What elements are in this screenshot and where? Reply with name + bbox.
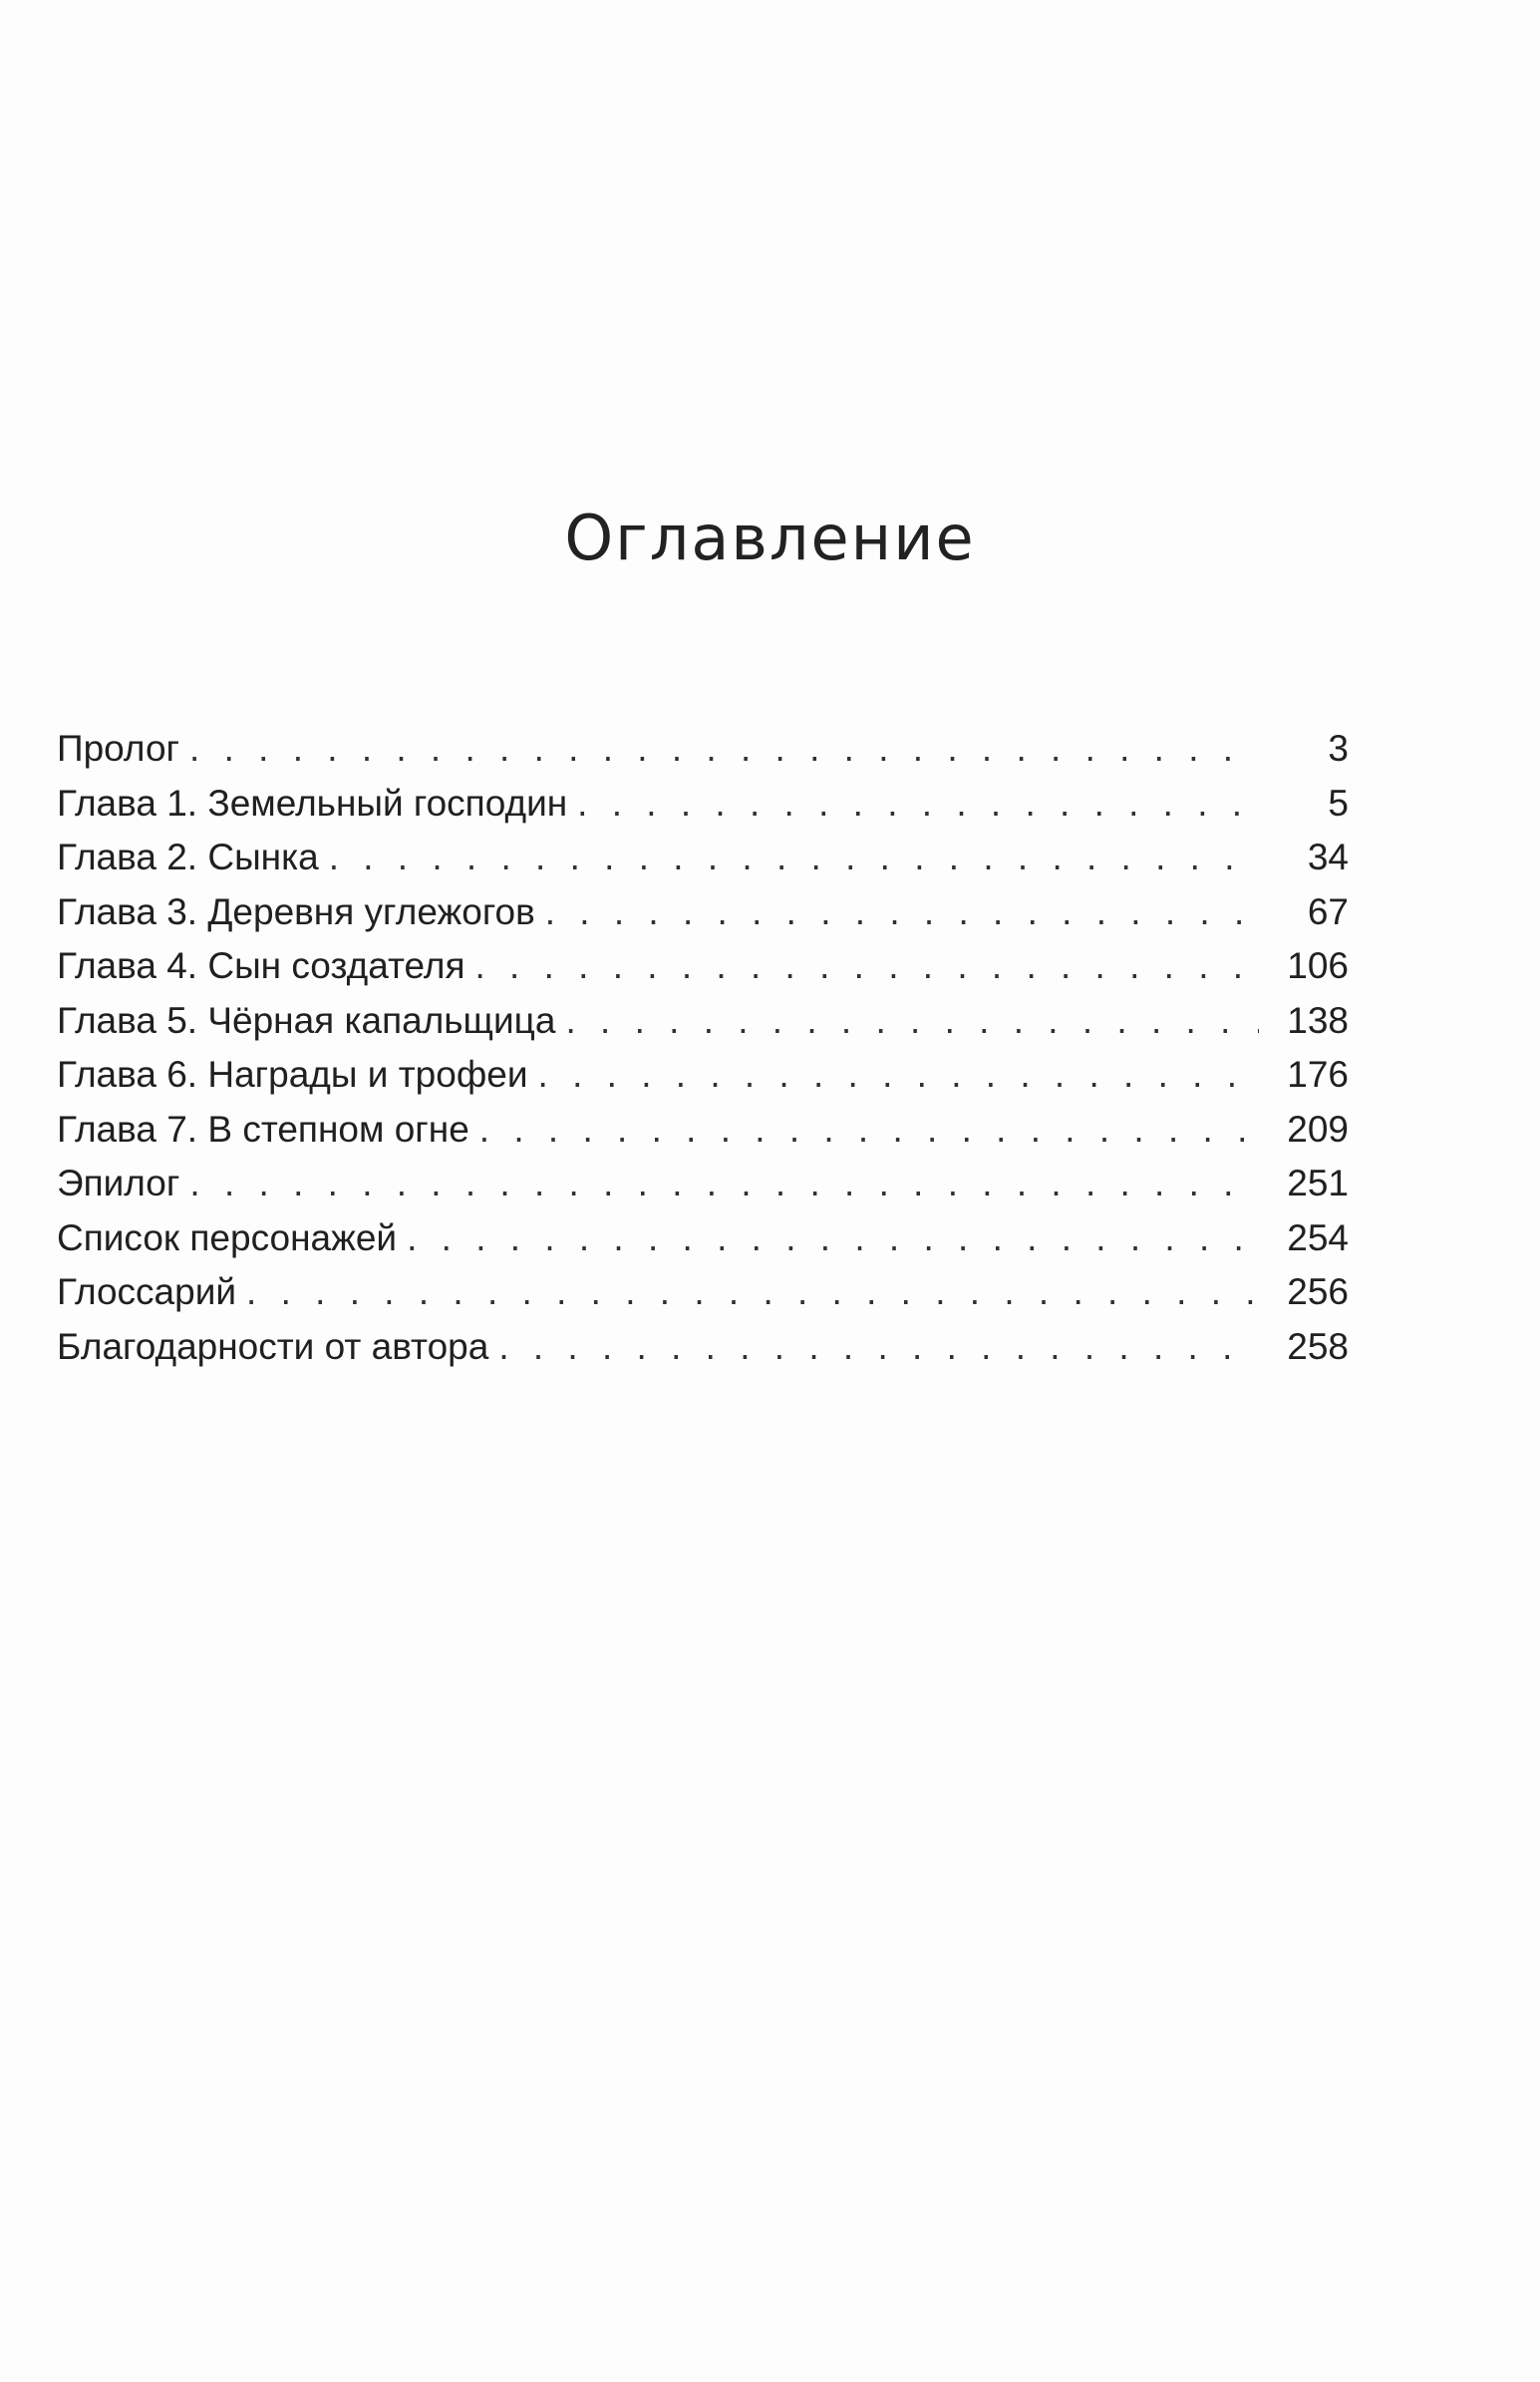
dot-leader	[246, 1265, 1259, 1319]
toc-entry-label: Глоссарий	[57, 1271, 237, 1312]
toc-entry-label: Глава 1. Земельный господин	[57, 782, 568, 824]
toc-entry	[57, 1048, 1349, 1103]
toc-entry-page: 3	[1328, 728, 1349, 769]
toc-entry-label: Глава 4. Сын создателя	[57, 945, 465, 986]
dot-leader	[498, 1320, 1259, 1374]
dot-leader	[407, 1211, 1259, 1265]
toc-title: Оглавление	[564, 502, 976, 574]
toc-entry-page: 256	[1287, 1271, 1349, 1312]
toc-entry-label: Глава 3. Деревня углежогов	[57, 890, 535, 932]
toc-entry	[57, 939, 1349, 994]
toc-entry-label: Глава 6. Награды и трофеи	[57, 1054, 528, 1095]
toc-entry-page: 106	[1287, 945, 1349, 986]
dot-leader	[189, 722, 1259, 776]
toc-entry	[57, 831, 1349, 885]
toc-entry-label: Глава 2. Сынка	[57, 837, 319, 877]
dot-leader	[329, 831, 1259, 884]
dot-leader	[474, 939, 1259, 993]
toc-entry-label: Эпилог	[57, 1163, 180, 1203]
dot-leader	[479, 1103, 1259, 1157]
toc-entry	[57, 1265, 1349, 1320]
toc-entry	[57, 994, 1349, 1049]
toc-entry-page: 251	[1287, 1163, 1349, 1203]
toc-entry	[57, 885, 1349, 940]
toc-entry-label: Список персонажей	[57, 1216, 398, 1258]
toc-entry-page: 138	[1287, 999, 1349, 1041]
toc-entry-label: Пролог	[57, 728, 180, 769]
dot-leader	[545, 885, 1259, 939]
toc-entry	[57, 722, 1349, 777]
toc-entry-page: 176	[1287, 1054, 1349, 1095]
dot-leader	[538, 1048, 1259, 1102]
toc-entry-label: Благодарности от автора	[57, 1325, 489, 1367]
toc-entry-page: 258	[1287, 1325, 1349, 1367]
toc-entry	[57, 1157, 1349, 1211]
dot-leader	[577, 777, 1259, 831]
toc-entry-label: Глава 5. Чёрная капальщица	[57, 999, 556, 1041]
dot-leader	[565, 994, 1259, 1048]
toc-list	[57, 722, 1349, 1374]
toc-entry-page: 5	[1328, 782, 1349, 824]
toc-entry	[57, 777, 1349, 832]
toc-entry-label: Глава 7. В степном огне	[57, 1108, 469, 1150]
toc-entry-page: 209	[1287, 1108, 1349, 1150]
toc-entry-page: 34	[1307, 837, 1349, 877]
toc-entry	[57, 1320, 1349, 1375]
toc-entry-page: 254	[1287, 1216, 1349, 1258]
toc-entry-page: 67	[1307, 890, 1349, 932]
dot-leader	[189, 1157, 1259, 1210]
toc-entry	[57, 1103, 1349, 1158]
toc-entry	[57, 1211, 1349, 1266]
